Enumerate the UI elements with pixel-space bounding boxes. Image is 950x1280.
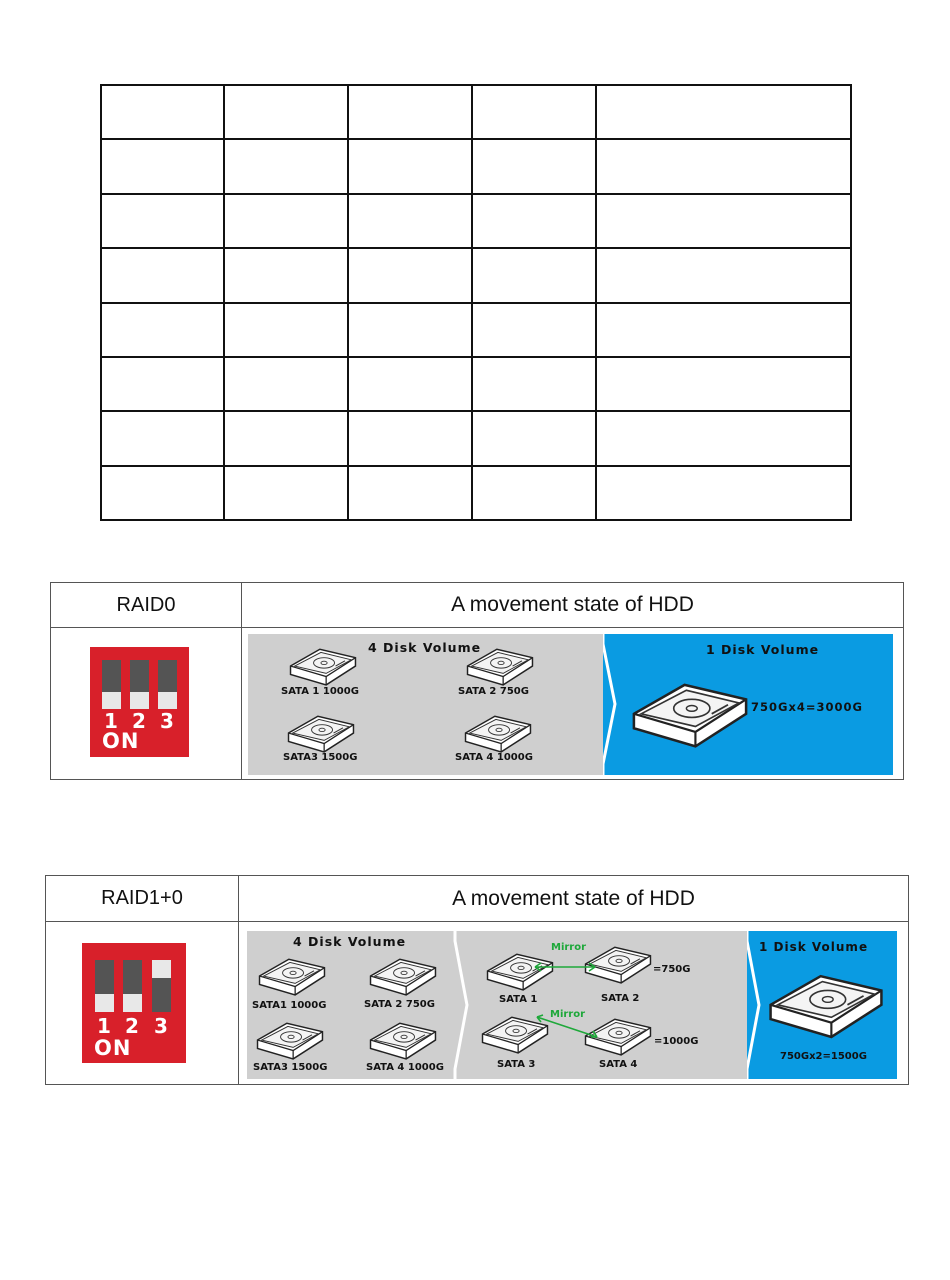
table-body: [101, 85, 851, 520]
disk-label: SATA 2 750G: [364, 999, 435, 1010]
table-cell: [472, 85, 596, 139]
hdd-icon: [465, 643, 535, 687]
table-cell: [224, 139, 348, 193]
table-cell: [224, 85, 348, 139]
table-cell: [101, 303, 224, 357]
table-row: [101, 139, 851, 193]
table-cell: [348, 357, 472, 411]
hdd-icon: [463, 710, 533, 754]
table-cell: [348, 466, 472, 520]
table-cell: [472, 466, 596, 520]
table-cell: [596, 466, 851, 520]
switch-number-1: 1: [104, 709, 118, 733]
hdd-icon: [368, 953, 438, 997]
table-cell: [101, 411, 224, 465]
raid0-right-volume: 1 Disk Volume: [706, 642, 820, 657]
table-cell: [348, 248, 472, 302]
switch-number-3: 3: [160, 709, 174, 733]
switch-number-3: 3: [154, 1014, 168, 1038]
table-cell: [596, 194, 851, 248]
table-row: [101, 303, 851, 357]
raid0-header: A movement state of HDD: [242, 583, 903, 628]
table-cell: [348, 303, 472, 357]
switch-number-2: 2: [125, 1014, 139, 1038]
raid0-label: RAID0: [51, 583, 242, 628]
table-cell: [224, 411, 348, 465]
table-cell: [472, 139, 596, 193]
table-cell: [224, 194, 348, 248]
raid0-dip-switch: [90, 647, 189, 757]
table-row: [101, 194, 851, 248]
raid10-result: 750Gx2=1500G: [780, 1051, 867, 1062]
table-cell: [596, 303, 851, 357]
pair-disk-label: SATA 4: [599, 1059, 638, 1070]
table-row: [101, 466, 851, 520]
mirror-label: Mirror: [551, 942, 587, 953]
empty-table: [100, 84, 852, 521]
table-cell: [472, 194, 596, 248]
switch-3: [158, 660, 177, 709]
table-cell: [224, 303, 348, 357]
switch-1: [95, 960, 114, 1012]
raid0-left-volume: 4 Disk Volume: [368, 640, 482, 655]
switch-on-label: ON: [102, 729, 140, 753]
mirror-arrows-icon: [531, 955, 601, 1045]
table-cell: [224, 466, 348, 520]
raid0-illustration: [248, 634, 893, 775]
disk-label: SATA 4 1000G: [366, 1062, 444, 1073]
large-hdd-icon: [630, 674, 750, 750]
pair-result: =750G: [653, 964, 691, 975]
raid10-right-volume: 1 Disk Volume: [759, 940, 869, 954]
hdd-icon: [255, 1017, 325, 1061]
disk-label: SATA 2 750G: [458, 686, 529, 697]
pair-disk-label: SATA 3: [497, 1059, 536, 1070]
table-cell: [596, 248, 851, 302]
switch-number-2: 2: [132, 709, 146, 733]
table-cell: [596, 139, 851, 193]
disk-label: SATA1 1000G: [252, 1000, 327, 1011]
pair-disk-label: SATA 1: [499, 994, 538, 1005]
table-cell: [224, 357, 348, 411]
pair-disk-label: SATA 2: [601, 993, 640, 1004]
table-cell: [348, 85, 472, 139]
hdd-icon: [257, 953, 327, 997]
raid10-dip-switch: [82, 943, 186, 1063]
raid0-panel: [50, 582, 904, 780]
disk-label: SATA3 1500G: [283, 752, 358, 763]
table-cell: [101, 139, 224, 193]
table-cell: [472, 303, 596, 357]
hdd-icon: [286, 710, 356, 754]
disk-label: SATA3 1500G: [253, 1062, 328, 1073]
table-cell: [348, 411, 472, 465]
raid10-header: A movement state of HDD: [239, 876, 908, 922]
disk-label: SATA 1 1000G: [281, 686, 359, 697]
switch-2: [130, 660, 149, 709]
table-cell: [596, 411, 851, 465]
table-cell: [348, 139, 472, 193]
arrow-notch-icon: [603, 634, 633, 775]
raid10-label: RAID1+0: [46, 876, 239, 922]
disk-label: SATA 4 1000G: [455, 752, 533, 763]
raid10-illustration: [247, 931, 897, 1079]
table-row: [101, 357, 851, 411]
table-cell: [101, 194, 224, 248]
switch-on-label: ON: [94, 1036, 132, 1060]
table-cell: [596, 357, 851, 411]
table-row: [101, 85, 851, 139]
table-cell: [101, 466, 224, 520]
mirror-label: Mirror: [550, 1009, 586, 1020]
raid0-result: 750Gx4=3000G: [751, 700, 863, 714]
table-row: [101, 248, 851, 302]
table-cell: [348, 194, 472, 248]
switch-number-1: 1: [97, 1014, 111, 1038]
hdd-icon: [288, 643, 358, 687]
switch-1: [102, 660, 121, 709]
hdd-icon: [368, 1017, 438, 1061]
table-cell: [224, 248, 348, 302]
table-cell: [472, 357, 596, 411]
table-cell: [596, 85, 851, 139]
table-cell: [101, 85, 224, 139]
table-cell: [101, 357, 224, 411]
pair-result: =1000G: [654, 1036, 699, 1047]
arrow-notch-icon: [453, 931, 477, 1079]
table-cell: [472, 411, 596, 465]
switch-3: [152, 960, 171, 1012]
table-cell: [101, 248, 224, 302]
raid10-panel: [45, 875, 909, 1085]
large-hdd-icon: [767, 965, 885, 1041]
switch-2: [123, 960, 142, 1012]
table-cell: [472, 248, 596, 302]
raid10-left-volume: 4 Disk Volume: [293, 934, 407, 949]
table-row: [101, 411, 851, 465]
